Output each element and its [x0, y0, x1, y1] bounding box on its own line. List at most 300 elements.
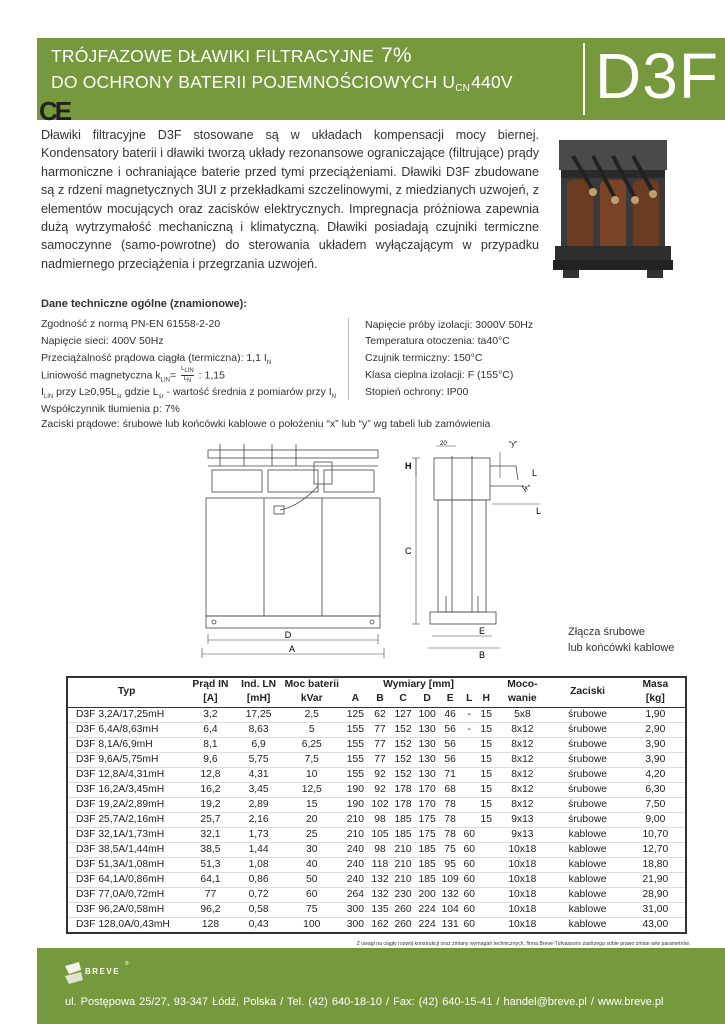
cell-type: D3F 77,0A/0,72mH — [67, 887, 185, 902]
table-cell: 7,50 — [626, 797, 686, 812]
table-cell: 175 — [418, 813, 436, 825]
table-body — [67, 707, 686, 933]
ilin-sub3: śr — [158, 394, 164, 401]
table-cell: 300 — [342, 917, 369, 933]
table-cell — [477, 857, 495, 872]
cell-type: D3F 96,2A/0,58mH — [76, 903, 165, 915]
table-cell — [461, 812, 477, 827]
table-cell: 46 — [439, 707, 461, 722]
cell-type: D3F 3,2A/17,25mH — [67, 707, 185, 722]
table-cell: 100 — [282, 917, 342, 933]
table-cell: 162 — [369, 917, 391, 933]
dim-label-y: “y” — [509, 441, 518, 448]
table-cell: 60 — [461, 887, 477, 902]
table-cell — [461, 782, 477, 797]
lin-den: L — [183, 376, 187, 383]
table-cell: kablowe — [549, 827, 625, 842]
table-cell: 60 — [463, 903, 475, 915]
table-cell: 9x13 — [495, 827, 549, 842]
table-cell: 8x12 — [495, 737, 549, 752]
table-cell: 260 — [394, 903, 412, 915]
product-code: D3F — [595, 40, 719, 112]
cell-type: D3F 51,3A/1,08mH — [67, 857, 185, 872]
spec-voltage: Napięcie sieci: 400V 50Hz — [41, 335, 164, 347]
table-cell: 56 — [444, 723, 456, 735]
footer-banner — [37, 948, 725, 1024]
table-cell: 155 — [342, 767, 369, 782]
table-cell: 60 — [461, 857, 477, 872]
table-cell: 40 — [282, 857, 342, 872]
table-cell: śrubowe — [549, 737, 625, 752]
table-row — [67, 812, 686, 827]
table-cell: 17,25 — [236, 707, 282, 722]
th-power: Moc baterii — [284, 679, 339, 690]
table-cell: 132 — [369, 887, 391, 902]
table-cell: 6,4 — [203, 723, 218, 735]
table-cell: 152 — [394, 723, 412, 735]
lin-eq: = — [170, 369, 177, 382]
table-cell: 178 — [394, 783, 412, 795]
table-cell — [461, 752, 477, 767]
table-cell: 68 — [444, 783, 456, 795]
cell-type: D3F 64,1A/0,86mH — [76, 873, 165, 885]
table-cell: 5,75 — [248, 753, 269, 765]
title-text-1: TRÓJFAZOWE DŁAWIKI FILTRACYJNE — [51, 46, 374, 66]
th-unit-mh: [mH] — [246, 693, 271, 705]
product-table — [66, 676, 687, 934]
table-cell: 210 — [391, 857, 415, 872]
table-cell: 100 — [415, 707, 439, 722]
lin-num-sub: LIN — [184, 368, 194, 375]
table-cell: 1,08 — [236, 857, 282, 872]
table-cell: 30 — [306, 843, 318, 855]
table-cell: 60 — [463, 873, 475, 885]
table-row — [67, 782, 686, 797]
table-cell: kablowe — [568, 843, 607, 855]
table-row — [67, 827, 686, 842]
technical-drawing — [200, 436, 540, 666]
th-dim-c: C — [399, 693, 407, 705]
table-cell: 71 — [439, 767, 461, 782]
table-cell: 56 — [439, 737, 461, 752]
table-cell: 8x12 — [511, 753, 534, 765]
table-cell: 155 — [346, 753, 364, 765]
table-cell: 170 — [415, 797, 439, 812]
table-cell: 3,45 — [248, 783, 269, 795]
table-cell: śrubowe — [568, 753, 608, 765]
ilin-c: gdzie L — [121, 386, 159, 398]
table-cell — [477, 872, 495, 887]
th-unit-kg: [kg] — [645, 693, 665, 705]
header-title-line2 — [51, 72, 513, 94]
ce-mark: CE — [39, 96, 70, 126]
breve-logo-icon — [61, 960, 121, 992]
table-cell: 175 — [415, 827, 439, 842]
table-cell: kablowe — [549, 917, 625, 933]
table-cell: 5x8 — [495, 707, 549, 722]
table-cell: 152 — [391, 767, 415, 782]
table-cell — [477, 902, 495, 917]
table-row — [67, 752, 686, 767]
table-cell: - — [461, 707, 477, 722]
cell-type: D3F 16,2A/3,45mH — [76, 783, 165, 795]
table-cell: 77 — [374, 753, 386, 765]
spec-test-voltage: Napięcie próby izolacji: 3000V 50Hz — [365, 319, 534, 331]
table-cell: 102 — [369, 797, 391, 812]
intro-paragraph: Dławiki filtracyjne D3F stosowane są w układach kompensacji mocy biernej. Kondensatory baterii i dławiki tworzą układy rezonansowe ograniczające (filtrujące) prądy harmoniczne i ochraniające baterie przed tymi przeciążeniami. Dławiki D3F zbudowane są z rdzeni magnetycznych 3UI z przekładkami szczelinowymi, z miedzianych uzwojeń, z elementów mocujących oraz zacisków elektrycznych. Impregnacja próżniowa zapewnia dużą wytrzymałość mechaniczną i klimatyczną. Dławiki posiadają czujniki termiczne samoczynne (samo-powrotne) do sterowania układem wyłączającym w przypadku nadmiernego przeciążenia i przegrzania uzwojeń. — [41, 128, 539, 271]
lin-fraction — [181, 366, 194, 385]
table-cell: 130 — [418, 723, 436, 735]
caption-line1: Złącza śrubowe — [568, 626, 646, 638]
table-cell: 170 — [418, 783, 436, 795]
cell-type: D3F 6,4A/8,63mH — [76, 723, 159, 735]
table-cell: 19,2 — [185, 797, 235, 812]
table-cell: 210 — [394, 843, 412, 855]
table-cell: 132 — [439, 887, 461, 902]
table-cell: 62 — [369, 707, 391, 722]
spec-linearity — [41, 366, 225, 385]
table-cell: 132 — [371, 873, 389, 885]
cell-type: D3F 8,1A/6,9mH — [67, 737, 185, 752]
logo-text: BREVE — [85, 967, 121, 976]
table-cell: 6,25 — [282, 737, 342, 752]
table-row — [67, 917, 686, 933]
table-cell: 185 — [418, 873, 436, 885]
table-cell — [477, 917, 495, 933]
table-cell: 28,90 — [626, 887, 686, 902]
table-cell: 20 — [306, 813, 318, 825]
th-unit-kvar: kVar — [300, 693, 323, 705]
table-cell: 105 — [369, 827, 391, 842]
ilin-sub4: N — [331, 394, 337, 401]
footer-contact[interactable]: ul. Postępowa 25/27, 93-347 Łódź, Polska / Tel. (42) 640-18-10 / Fax: (42) 640-15-41 / handel@breve.pl / www.breve.pl — [65, 996, 664, 1008]
table-cell: 109 — [441, 873, 459, 885]
table-cell: 260 — [391, 917, 415, 933]
spec-ambient: Temperatura otoczenia: ta40°C — [365, 335, 510, 347]
table-cell: 2,16 — [248, 813, 269, 825]
th-mass: Masa — [642, 679, 669, 690]
cell-type: D3F 9,6A/5,75mH — [76, 753, 159, 765]
table-row — [67, 767, 686, 782]
table-cell: 128 — [185, 917, 235, 933]
ilin-a: I — [41, 386, 44, 398]
table-cell: 15 — [477, 797, 495, 812]
table-cell: 77 — [369, 737, 391, 752]
table-cell: 155 — [346, 723, 364, 735]
table-cell: 0,86 — [248, 873, 269, 885]
table-cell: 96,2 — [200, 903, 221, 915]
table-cell: 8x12 — [511, 783, 534, 795]
table-cell: 4,20 — [626, 767, 686, 782]
table-cell: 8x12 — [495, 767, 549, 782]
disclaimer-note: Z uwagi na ciągły rozwój konstrukcji oraz zmiany wymagań technicznych, firma Breve-Tufvassons zastrzega sobie prawo zmian w/w parametrów. — [356, 941, 690, 947]
th-unit-a: [A] — [203, 693, 218, 705]
dim-label-e: E — [479, 626, 486, 636]
lin-value: : 1,15 — [198, 369, 225, 382]
table-cell — [461, 797, 477, 812]
th-type: Typ — [117, 686, 136, 698]
spec-overload — [41, 352, 271, 366]
table-header-row-1 — [67, 677, 686, 692]
table-cell: 155 — [342, 737, 369, 752]
table-cell: 25,7 — [200, 813, 221, 825]
th-dim-l: L — [466, 693, 473, 705]
table-cell: 210 — [342, 827, 369, 842]
table-cell: 178 — [391, 797, 415, 812]
table-cell: 98 — [374, 813, 386, 825]
table-cell: 264 — [342, 887, 369, 902]
cell-type: D3F 128,0A/0,43mH — [67, 917, 185, 933]
table-cell: 0,72 — [236, 887, 282, 902]
side-dim-lines — [412, 446, 540, 648]
table-cell: 152 — [391, 737, 415, 752]
dim-label-b: B — [479, 650, 486, 660]
table-cell: 240 — [346, 873, 364, 885]
table-cell: 2,89 — [236, 797, 282, 812]
table-cell: 7,5 — [304, 753, 319, 765]
table-cell: 60 — [282, 887, 342, 902]
table-cell: 10,70 — [626, 827, 686, 842]
lin-sub: LIN — [160, 377, 170, 384]
table-cell: 0,58 — [248, 903, 269, 915]
table-cell: 152 — [394, 753, 412, 765]
spec-protection: Stopień ochrony: IP00 — [365, 386, 469, 398]
table-cell: 210 — [346, 813, 364, 825]
table-cell: 15 — [477, 767, 495, 782]
table-row — [67, 842, 686, 857]
front-view — [206, 444, 380, 628]
dim-label-c: C — [405, 546, 412, 556]
table-cell: 15 — [282, 797, 342, 812]
lin-den-sub: N — [186, 378, 192, 385]
lin-text: Liniowość magnetyczna k — [41, 369, 161, 382]
table-cell: 56 — [444, 753, 456, 765]
table-row — [67, 797, 686, 812]
ilin-b: przy L≥0,95L — [53, 386, 117, 398]
table-cell: 16,2 — [200, 783, 221, 795]
cell-type: D3F 32,1A/1,73mH — [67, 827, 185, 842]
table-cell: 12,8 — [185, 767, 235, 782]
table-cell: 43,00 — [626, 917, 686, 933]
table-cell: śrubowe — [549, 707, 625, 722]
table-cell: 15 — [480, 753, 492, 765]
table-cell: 125 — [342, 707, 369, 722]
table-cell: 224 — [415, 917, 439, 933]
table-cell: 60 — [461, 917, 477, 933]
table-cell: 190 — [342, 797, 369, 812]
table-cell: 64,1 — [200, 873, 221, 885]
title-text-2: DO OCHRONY BATERII POJEMNOŚCIOWYCH U — [51, 72, 456, 92]
dim-label-d: D — [284, 630, 292, 640]
side-view — [430, 456, 526, 624]
table-cell: 8x12 — [495, 797, 549, 812]
table-row — [67, 887, 686, 902]
table-cell — [477, 842, 495, 857]
table-cell: 10 — [282, 767, 342, 782]
table-cell: 9,00 — [645, 813, 666, 825]
dim-label-h: H — [405, 461, 412, 471]
th-dim-h: H — [482, 693, 490, 705]
overload-sub: N — [266, 360, 272, 367]
table-cell: 8,63 — [248, 723, 269, 735]
specs-divider — [348, 318, 349, 400]
table-cell: 240 — [346, 843, 364, 855]
table-cell: 10x18 — [495, 917, 549, 933]
table-cell: 95 — [439, 857, 461, 872]
th-inductance: Ind. LN — [241, 679, 277, 690]
table-cell: 9,6 — [203, 753, 218, 765]
table-cell: 300 — [346, 903, 364, 915]
th-dim-e: E — [446, 693, 454, 705]
table-cell: 1,44 — [248, 843, 269, 855]
table-cell: 8,1 — [185, 737, 235, 752]
ilin-d: - wartość średnia z pomiarów przy I — [163, 386, 332, 398]
dim-label-x: “x” — [522, 485, 531, 492]
th-dim-d: D — [423, 693, 431, 705]
table-cell: 10x18 — [508, 873, 537, 885]
th-dimensions: Wymiary [mm] — [383, 679, 454, 690]
table-row — [67, 737, 686, 752]
th-mounting: Moco- — [507, 679, 538, 690]
table-row — [67, 857, 686, 872]
table-row — [67, 707, 686, 722]
spec-damping: Współczynnik tłumienia p: 7% — [41, 403, 180, 415]
logo-registered: ® — [125, 961, 129, 967]
table-cell: 127 — [391, 707, 415, 722]
table-cell: 3,90 — [645, 753, 666, 765]
table-cell: 185 — [391, 827, 415, 842]
spec-insulation: Klasa cieplna izolacji: F (155°C) — [365, 369, 514, 381]
table-cell: śrubowe — [549, 767, 625, 782]
table-cell: 10x18 — [508, 843, 537, 855]
table-cell: 9x13 — [511, 813, 534, 825]
table-cell: 98 — [374, 843, 386, 855]
table-cell: 131 — [439, 917, 461, 933]
table-cell: 240 — [342, 857, 369, 872]
table-cell: - — [467, 723, 471, 735]
table-cell: 10x18 — [495, 887, 549, 902]
cell-type: D3F 38,5A/1,44mH — [76, 843, 165, 855]
table-cell: kablowe — [549, 887, 625, 902]
product-photo — [553, 128, 673, 288]
dim-label-a: A — [288, 644, 296, 654]
table-cell — [461, 737, 477, 752]
table-cell: 10x18 — [508, 903, 537, 915]
table-cell: 4,31 — [236, 767, 282, 782]
table-cell: 18,80 — [626, 857, 686, 872]
table-cell: 210 — [394, 873, 412, 885]
cell-type: D3F 25,7A/2,16mH — [76, 813, 165, 825]
table-cell: 77 — [185, 887, 235, 902]
table-cell: 78 — [439, 827, 461, 842]
specs-title: Dane techniczne ogólne (znamionowe): — [41, 298, 247, 310]
cell-type: D3F 12,8A/4,31mH — [67, 767, 185, 782]
table-cell: 38,5 — [200, 843, 221, 855]
table-cell: 15 — [477, 707, 495, 722]
table-cell: 135 — [371, 903, 389, 915]
table-cell: 60 — [461, 827, 477, 842]
table-cell: 6,30 — [645, 783, 666, 795]
spec-sensor: Czujnik termiczny: 150°C — [365, 352, 483, 364]
table-cell: 15 — [480, 813, 492, 825]
th-dim-a: A — [351, 693, 360, 705]
table-cell: kablowe — [568, 873, 607, 885]
table-cell: 224 — [418, 903, 436, 915]
table-cell: 15 — [480, 723, 492, 735]
table-cell: 50 — [306, 873, 318, 885]
table-cell: 31,00 — [642, 903, 669, 915]
th-mounting-2: wanie — [508, 693, 537, 705]
table-cell: 104 — [441, 903, 459, 915]
cell-type: D3F 19,2A/2,89mH — [67, 797, 185, 812]
table-cell: 0,43 — [236, 917, 282, 933]
table-cell: 3,90 — [626, 737, 686, 752]
table-cell: 5 — [308, 723, 315, 735]
table-cell: 130 — [418, 753, 436, 765]
table-cell: 12,70 — [642, 843, 669, 855]
th-dim-b: B — [376, 693, 384, 705]
table-cell: śrubowe — [568, 813, 608, 825]
header-banner — [37, 38, 725, 120]
table-cell: 12,5 — [301, 783, 322, 795]
table-cell: śrubowe — [549, 797, 625, 812]
title-subscript: CN — [455, 83, 471, 94]
table-cell: 25 — [282, 827, 342, 842]
table-cell: 2,5 — [282, 707, 342, 722]
table-cell: śrubowe — [568, 783, 608, 795]
table-cell: 60 — [463, 843, 475, 855]
dim-label-l-side: L — [536, 506, 542, 516]
table-cell: 200 — [415, 887, 439, 902]
table-row — [67, 872, 686, 887]
table-cell: 10x18 — [495, 857, 549, 872]
title-percent: 7% — [381, 44, 412, 67]
table-cell: 185 — [418, 843, 436, 855]
table-cell: 185 — [415, 857, 439, 872]
table-cell: kablowe — [568, 903, 607, 915]
table-cell: 92 — [369, 767, 391, 782]
table-cell: 15 — [480, 783, 492, 795]
table-cell: 51,3 — [185, 857, 235, 872]
spec-terminals: Zaciski prądowe: śrubowe lub końcówki kablowe o położeniu “x” lub “y” wg tabeli lub zamówienia — [41, 418, 491, 430]
ilin-sub: LIN — [43, 394, 54, 401]
th-terminals: Zaciski — [570, 686, 606, 698]
dim-label-20: 20 — [440, 441, 447, 447]
table-cell: 75 — [444, 843, 456, 855]
spec-ilin — [41, 386, 336, 400]
table-cell: 1,90 — [626, 707, 686, 722]
dim-label-l-top: L — [532, 468, 538, 478]
table-row — [67, 722, 686, 737]
table-cell: 130 — [415, 737, 439, 752]
table-cell: 185 — [394, 813, 412, 825]
overload-text: Przeciążalność prądowa ciągła (termiczna): 1,1 I — [41, 352, 267, 364]
table-cell: 92 — [374, 783, 386, 795]
table-cell: 118 — [369, 857, 391, 872]
title-voltage: 440V — [471, 72, 513, 92]
table-cell: 230 — [391, 887, 415, 902]
table-cell — [477, 827, 495, 842]
table-cell: 3,2 — [185, 707, 235, 722]
table-cell: 130 — [415, 767, 439, 782]
table-cell: 8x12 — [511, 723, 534, 735]
table-cell: 1,73 — [236, 827, 282, 842]
caption-line2: lub końcówki kablowe — [568, 642, 675, 654]
table-cell: 21,90 — [642, 873, 669, 885]
table-cell: śrubowe — [568, 723, 608, 735]
table-cell: 77 — [374, 723, 386, 735]
header-title-line1 — [51, 44, 412, 68]
